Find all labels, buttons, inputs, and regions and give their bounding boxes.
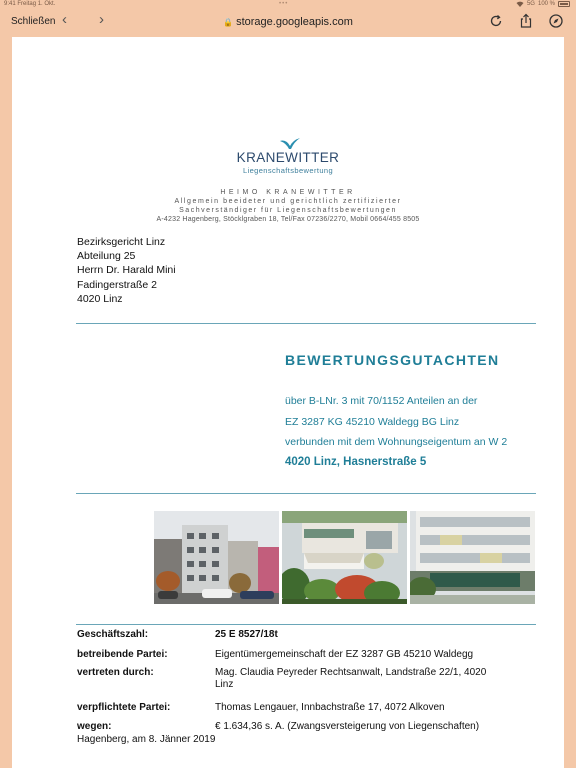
property-address: 4020 Linz, Hasnerstraße 5 (285, 456, 427, 468)
expert-title-2: Sachverständiger für Liegenschaftsbewertungen (179, 207, 397, 214)
fact-value: € 1.634,36 s. A. (Zwangsversteigerung von Liegenschaften) (215, 721, 480, 732)
building-street-photo (154, 511, 279, 604)
wifi-icon (516, 1, 524, 7)
share-icon[interactable] (518, 13, 534, 29)
expert-name: HEIMO KRANEWITTER (220, 189, 356, 196)
report-subject-line: EZ 3287 KG 45210 Waldegg BG Linz (285, 416, 460, 428)
brand-name: KRANEWITTER (236, 150, 340, 165)
fact-label: betreibende Partei: (77, 649, 168, 660)
building-balconies-photo (410, 511, 535, 604)
status-right (516, 1, 570, 7)
case-number: 25 E 8527/18t (215, 629, 278, 640)
fact-value: Eigentümergemeinschaft der EZ 3287 GB 45210 Waldegg (215, 649, 474, 660)
recipient-line: Herrn Dr. Harald Mini (77, 264, 176, 277)
status-time: 9:41 Freitag 1. Okt. (4, 1, 56, 7)
closing-date: Hagenberg, am 8. Jänner 2019 (77, 734, 216, 745)
garden-balcony-photo (282, 511, 407, 604)
recipient-line: Abteilung 25 (77, 250, 136, 263)
divider (76, 323, 536, 324)
url-text: storage.googleapis.com (236, 16, 353, 28)
divider (76, 624, 536, 625)
expert-contact: A-4232 Hagenberg, Stöcklgraben 18, Tel/Fax 07236/2270, Mobil 0664/455 8505 (156, 216, 420, 223)
fact-value: Mag. Claudia Peyreder Rechtsanwalt, Landstraße 22/1, 4020 Linz (215, 667, 487, 690)
reload-icon[interactable] (488, 13, 504, 29)
close-button[interactable]: Schließen (11, 16, 56, 27)
battery-label: 100 % (537, 1, 555, 7)
divider (76, 493, 536, 494)
fact-label: wegen: (77, 721, 112, 732)
fact-label: vertreten durch: (77, 667, 154, 678)
recipient-address (77, 235, 176, 306)
fact-label: verpflichtete Partei: (77, 702, 171, 713)
recipient-line: Bezirksgericht Linz (77, 236, 166, 248)
compass-icon[interactable] (548, 13, 564, 29)
fact-label: Geschäftszahl: (77, 629, 149, 640)
back-chevron-icon[interactable]: ‹ (62, 11, 67, 28)
battery-icon (558, 1, 570, 7)
forward-chevron-icon[interactable]: › (99, 11, 104, 28)
browser-toolbar (0, 9, 576, 37)
brand-subtitle: Liegenschaftsbewertung (242, 166, 334, 175)
recipient-line: Fadingerstraße 2 (77, 278, 157, 291)
report-subject-line: über B-LNr. 3 mit 70/1152 Anteilen an der (285, 395, 478, 407)
fact-value: Thomas Lengauer, Innbachstraße 17, 4072 Alkoven (215, 702, 445, 713)
signal-label: 5G (526, 1, 535, 7)
status-bar (0, 0, 576, 9)
expert-title-1: Allgemein beeideter und gerichtlich zertifizierter (174, 198, 402, 205)
recipient-line: 4020 Linz (77, 292, 123, 305)
lock-icon: 🔒 (223, 18, 234, 27)
multitasking-dots[interactable]: ••• (279, 1, 289, 7)
report-title: BEWERTUNGSGUTACHTEN (285, 352, 500, 368)
report-subject-line: verbunden mit dem Wohnungseigentum an W 2 (285, 436, 508, 448)
